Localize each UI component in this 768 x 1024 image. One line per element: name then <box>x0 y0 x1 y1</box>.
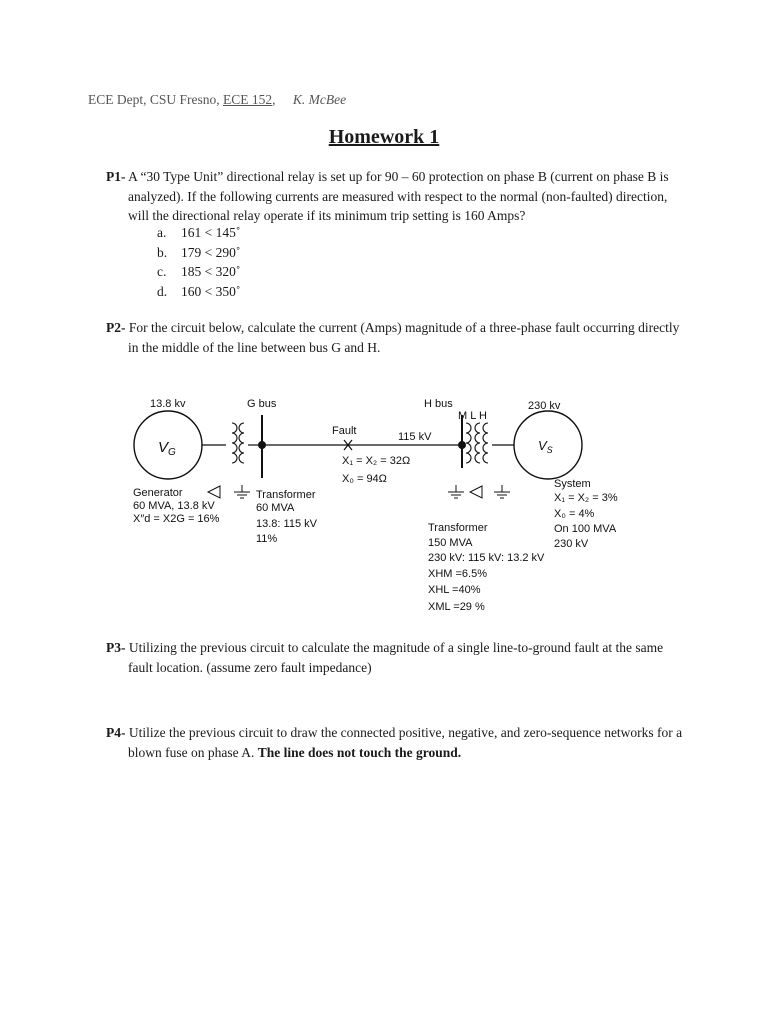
problem-4-number: P4- <box>106 725 126 740</box>
line-voltage-label: 115 kV <box>398 431 432 443</box>
h-bus-label: H bus <box>424 398 453 410</box>
option-b-label: b. <box>157 244 168 260</box>
h-bus <box>458 415 466 468</box>
problem-1-number: P1- <box>106 169 126 184</box>
problem-2-text: For the circuit below, calculate the current (Amps) magnitude of a three-phase fault occurring directly in the middle of the line between bus G and H. <box>125 320 680 355</box>
t1-note-3: 13.8: 115 kV <box>256 518 317 530</box>
svg-text:VS: $V_S$ <box>538 438 553 455</box>
gen-note-3: X″d = X2G = 16% <box>133 513 220 525</box>
page-title: Homework 1 <box>328 126 440 148</box>
transformer-1-notes <box>256 489 318 545</box>
system-source-symbol <box>514 411 582 479</box>
document-header <box>88 92 346 108</box>
fault-label: Fault <box>332 425 357 437</box>
option-d-label: d. <box>157 283 168 299</box>
line-x0-label: X₀ = 94Ω <box>342 473 387 485</box>
mlh-label: M L H <box>458 410 487 422</box>
g-bus-label: G bus <box>247 398 277 410</box>
system-voltage-label: 230 kv <box>528 400 561 412</box>
option-d <box>157 282 240 302</box>
t1-note-4: 11% <box>256 533 278 545</box>
sys-note-2: X₁ = X₂ = 3% <box>554 492 618 504</box>
option-c <box>157 262 240 282</box>
sys-note-1: System <box>554 478 591 490</box>
problem-1-text: A “30 Type Unit” directional relay is set up for 90 – 60 protection on phase B (current on phase B is analyzed). If the following currents are measured with respect to the normal (non-faulted) direction, will the directional relay operate if its minimum trip setting is 160 Amps? <box>125 169 669 223</box>
ground-icon <box>448 485 510 498</box>
problem-4-bold-note: The line does not touch the ground. <box>257 744 462 760</box>
t1-note-1: Transformer <box>256 489 316 501</box>
generator-notes <box>133 487 220 525</box>
gen-note-2: 60 MVA, 13.8 kV <box>133 500 215 512</box>
problem-2-number: P2- <box>106 320 126 335</box>
header-dept: ECE Dept, CSU Fresno, <box>88 92 220 107</box>
t2-note-2: 150 MVA <box>428 537 473 549</box>
sys-note-3: X₀ = 4% <box>554 508 595 520</box>
problem-2 <box>106 318 688 357</box>
problem-1 <box>106 167 688 226</box>
transformer-2-notes <box>428 522 545 613</box>
problem-3-text: Utilizing the previous circuit to calculate the magnitude of a single line-to-ground fault at the same fault location. (assume zero fault impedance) <box>125 640 664 675</box>
svg-text:VG: $V_G$ <box>158 439 176 458</box>
problem-4-text: Utilize the previous circuit to draw the connected positive, negative, and zero-sequence networks for a blown fuse on phase A. <box>125 725 683 760</box>
line-x12-label: X₁ = X₂ = 32Ω <box>342 455 411 467</box>
system-notes <box>554 478 618 550</box>
option-c-label: c. <box>157 264 167 279</box>
sys-note-4: On 100 MVA <box>554 523 617 535</box>
generator-symbol <box>134 411 202 479</box>
option-a-label: a. <box>157 225 167 240</box>
transformer-2-symbol <box>466 423 488 463</box>
t2-note-3: 230 kV: 115 kV: 13.2 kV <box>428 552 545 564</box>
sys-note-5: 230 kV <box>554 538 589 550</box>
option-d-value: 160 < 350˚ <box>181 283 241 299</box>
t2-note-4: XHM =6.5% <box>428 568 487 580</box>
transformer-1-symbol <box>232 423 244 463</box>
t2-note-6: XML =29 % <box>428 601 485 613</box>
gen-voltage-label: 13.8 kv <box>150 398 186 410</box>
problem-3-number: P3- <box>106 640 126 655</box>
header-sep: , <box>272 92 276 107</box>
problem-3 <box>106 638 688 677</box>
t2-note-1: Transformer <box>428 522 488 534</box>
g-bus <box>258 415 266 478</box>
t1-note-2: 60 MVA <box>256 502 295 514</box>
ground-icon <box>208 485 250 498</box>
circuit-diagram <box>120 390 640 620</box>
option-b-value: 179 < 290˚ <box>181 244 241 260</box>
problem-1-options <box>157 223 240 301</box>
option-c-value: 185 < 320˚ <box>181 264 241 279</box>
header-author: K. McBee <box>292 92 347 107</box>
option-b <box>157 243 240 263</box>
problem-4 <box>106 723 688 762</box>
option-a <box>157 223 240 243</box>
t2-note-5: XHL =40% <box>428 584 481 596</box>
header-course-link[interactable]: ECE 152 <box>223 92 273 107</box>
gen-note-1: Generator <box>133 487 183 499</box>
option-a-value: 161 < 145˚ <box>181 225 241 240</box>
